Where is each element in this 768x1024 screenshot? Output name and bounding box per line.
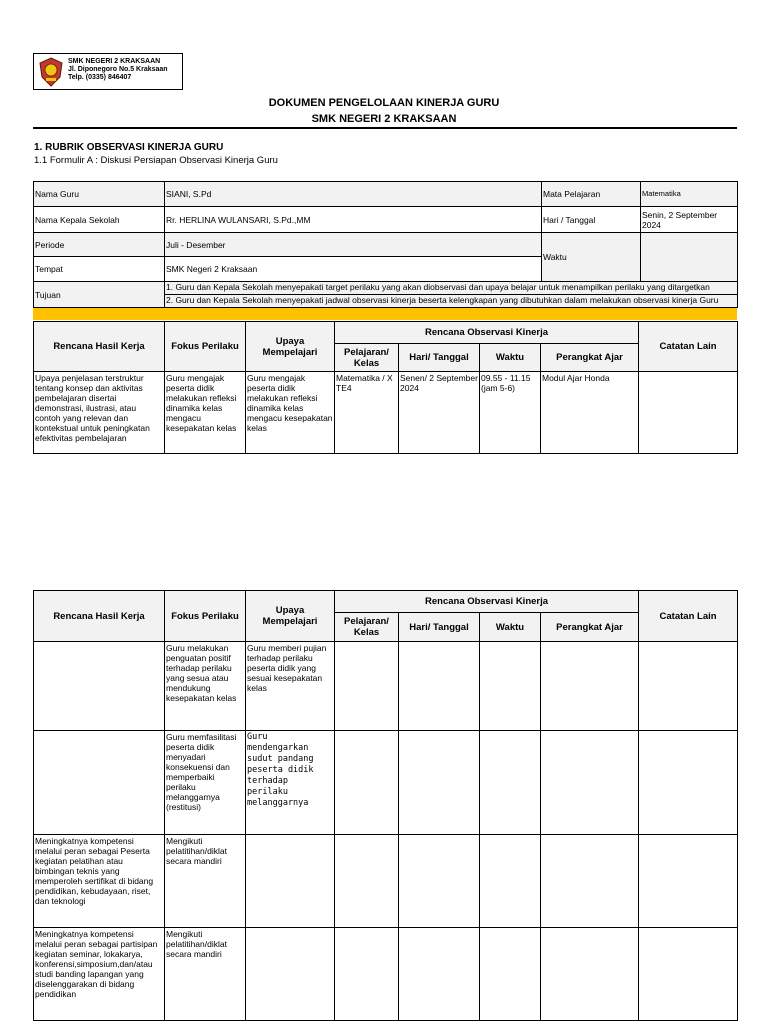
value-hari-tanggal: Senin, 2 September 2024 bbox=[641, 207, 738, 233]
school-seal-icon bbox=[38, 57, 64, 87]
value-nama-guru: SIANI, S.Pd bbox=[165, 182, 542, 207]
table-row bbox=[34, 835, 738, 928]
cell-empty bbox=[480, 731, 541, 835]
cell-empty bbox=[480, 642, 541, 731]
header-rencana-hasil-kerja: Rencana Hasil Kerja bbox=[34, 591, 165, 642]
cell-empty bbox=[335, 731, 399, 835]
cell-empty bbox=[541, 642, 639, 731]
school-name: SMK NEGERI 2 KRAKSAAN bbox=[68, 58, 161, 65]
cell-hari-tanggal: Senen/ 2 September 2024 bbox=[399, 372, 480, 454]
header-pelajaran-kelas: Pelajaran/ Kelas bbox=[335, 613, 399, 642]
tujuan-item-1: 1. Guru dan Kepala Sekolah menyepakati target perilaku yang akan diobservasi dan upaya belajar untuk menampilkan perilaku yang ditargetkan bbox=[165, 282, 737, 295]
cell-upaya-mempelajari bbox=[246, 928, 335, 1021]
title-divider bbox=[33, 127, 737, 129]
header-catatan-lain: Catatan Lain bbox=[639, 322, 738, 372]
cell-empty bbox=[335, 835, 399, 928]
cell-empty bbox=[541, 835, 639, 928]
tujuan-item-2: 2. Guru dan Kepala Sekolah menyepakati jadwal observasi kinerja beserta kelengkapan yang dibutuhkan dalam melakukan observasi kinerja Guru bbox=[166, 295, 719, 305]
header-rencana-observasi: Rencana Observasi Kinerja bbox=[335, 322, 639, 344]
cell-empty bbox=[480, 928, 541, 1021]
cell-pelajaran-kelas: Matematika / X TE4 bbox=[335, 372, 399, 454]
header-rencana-hasil-kerja: Rencana Hasil Kerja bbox=[34, 322, 165, 372]
cell-empty bbox=[639, 731, 738, 835]
value-kepala-sekolah: Rr. HERLINA WULANSARI, S.Pd.,MM bbox=[165, 207, 542, 233]
header-fokus-perilaku: Fokus Perilaku bbox=[165, 322, 246, 372]
header-catatan-lain: Catatan Lain bbox=[639, 591, 738, 642]
observation-table-2 bbox=[33, 590, 738, 1021]
value-periode: Juli - Desember bbox=[165, 233, 542, 257]
cell-empty bbox=[639, 642, 738, 731]
value-tujuan bbox=[165, 282, 738, 308]
document-subtitle: SMK NEGERI 2 KRAKSAAN bbox=[311, 113, 457, 125]
cell-empty bbox=[399, 835, 480, 928]
letterhead-text bbox=[68, 58, 168, 82]
cell-waktu: 09.55 - 11.15 (jam 5-6) bbox=[480, 372, 541, 454]
table-row bbox=[34, 642, 738, 731]
subsection-heading: 1.1 Formulir A : Diskusi Persiapan Observasi Kinerja Guru bbox=[34, 155, 278, 166]
value-waktu bbox=[641, 233, 738, 282]
table-row bbox=[34, 731, 738, 835]
cell-rencana-hasil-kerja: Upaya penjelasan terstruktur tentang konsep dan aktivitas pembelajaran disertai demonstrasi, ilustrasi, atau contoh yang relevan dan kontekstual untuk peningkatan efektivitas pembelajaran bbox=[34, 372, 165, 454]
label-nama-guru: Nama Guru bbox=[34, 182, 165, 207]
cell-fokus-perilaku: Guru mengajak peserta didik melakukan refleksi dinamika kelas mengacu kesepakatan kelas bbox=[165, 372, 246, 454]
header-upaya-mempelajari: Upaya Mempelajari bbox=[246, 322, 335, 372]
cell-empty bbox=[639, 835, 738, 928]
cell-fokus-perilaku: Mengikuti pelatitihan/diklat secara mandiri bbox=[165, 928, 246, 1021]
label-tempat: Tempat bbox=[34, 257, 165, 282]
cell-rencana-hasil-kerja: Meningkatnya kompetensi melalui peran sebagai Peserta kegiatan pelatihan atau bimbingan teknis yang memperoleh sertifikat di bidang pendidikan, kebudayaan, riset, dan teknologi bbox=[34, 835, 165, 928]
header-hari-tanggal: Hari/ Tanggal bbox=[399, 344, 480, 372]
table-row bbox=[34, 928, 738, 1021]
cell-upaya-mempelajari bbox=[246, 835, 335, 928]
header-fokus-perilaku: Fokus Perilaku bbox=[165, 591, 246, 642]
header-waktu: Waktu bbox=[480, 344, 541, 372]
cell-empty bbox=[541, 928, 639, 1021]
document-title: DOKUMEN PENGELOLAAN KINERJA GURU bbox=[268, 97, 500, 109]
header-upaya-mempelajari: Upaya Mempelajari bbox=[246, 591, 335, 642]
cell-empty bbox=[541, 731, 639, 835]
letterhead bbox=[33, 53, 183, 90]
header-rencana-observasi: Rencana Observasi Kinerja bbox=[335, 591, 639, 613]
cell-fokus-perilaku: Guru melakukan penguatan positif terhadap perilaku yang sesua atau mendukung kesepakatan kelas bbox=[165, 642, 246, 731]
cell-fokus-perilaku: Mengikuti pelatitihan/diklat secara mandiri bbox=[165, 835, 246, 928]
header-waktu: Waktu bbox=[480, 613, 541, 642]
value-mata-pelajaran: Matematika bbox=[641, 182, 738, 207]
value-tempat: SMK Negeri 2 Kraksaan bbox=[165, 257, 542, 282]
label-mata-pelajaran: Mata Pelajaran bbox=[542, 182, 641, 207]
cell-empty bbox=[399, 731, 480, 835]
highlight-bar bbox=[33, 308, 737, 320]
cell-rencana-hasil-kerja bbox=[34, 642, 165, 731]
header-pelajaran-kelas: Pelajaran/ Kelas bbox=[335, 344, 399, 372]
cell-empty bbox=[335, 642, 399, 731]
label-waktu: Waktu bbox=[542, 233, 641, 282]
cell-empty bbox=[480, 835, 541, 928]
label-tujuan: Tujuan bbox=[34, 282, 165, 308]
cell-empty bbox=[639, 928, 738, 1021]
cell-rencana-hasil-kerja bbox=[34, 731, 165, 835]
school-phone: Telp. (0335) 846407 bbox=[68, 74, 132, 81]
cell-upaya-mempelajari: Guru memberi pujian terhadap perilaku peserta didik yang sesuai kesepakatan kelas bbox=[246, 642, 335, 731]
cell-catatan-lain bbox=[639, 372, 738, 454]
label-periode: Periode bbox=[34, 233, 165, 257]
school-address: Jl. Diponegoro No.5 Kraksaan bbox=[68, 66, 168, 73]
header-perangkat-ajar: Perangkat Ajar bbox=[541, 613, 639, 642]
cell-empty bbox=[399, 928, 480, 1021]
label-hari-tanggal: Hari / Tanggal bbox=[542, 207, 641, 233]
section-heading: 1. RUBRIK OBSERVASI KINERJA GURU bbox=[34, 142, 224, 153]
cell-upaya-mempelajari: Guru mendengarkan sudut pandang peserta didik terhadap perilaku melanggarnya bbox=[246, 731, 335, 835]
cell-empty bbox=[399, 642, 480, 731]
observation-table-1 bbox=[33, 321, 738, 454]
cell-upaya-mempelajari: Guru mengajak peserta didik melakukan refleksi dinamika kelas mengacu kesepakatan kelas bbox=[246, 372, 335, 454]
cell-rencana-hasil-kerja: Meningkatnya kompetensi melalui peran sebagai partisipan kegiatan seminar, lokakarya, konferensi,simposium,dan/atau studi banding lapangan yang diselenggarakan di bidang pendidikan bbox=[34, 928, 165, 1021]
label-kepala-sekolah: Nama Kepala Sekolah bbox=[34, 207, 165, 233]
header-hari-tanggal: Hari/ Tanggal bbox=[399, 613, 480, 642]
cell-perangkat-ajar: Modul Ajar Honda bbox=[541, 372, 639, 454]
info-table bbox=[33, 181, 738, 308]
cell-fokus-perilaku: Guru memfasilitasi peserta didik menyadari konsekuensi dan memperbaiki perilaku melanggarnya (restitusi) bbox=[165, 731, 246, 835]
cell-empty bbox=[335, 928, 399, 1021]
header-perangkat-ajar: Perangkat Ajar bbox=[541, 344, 639, 372]
